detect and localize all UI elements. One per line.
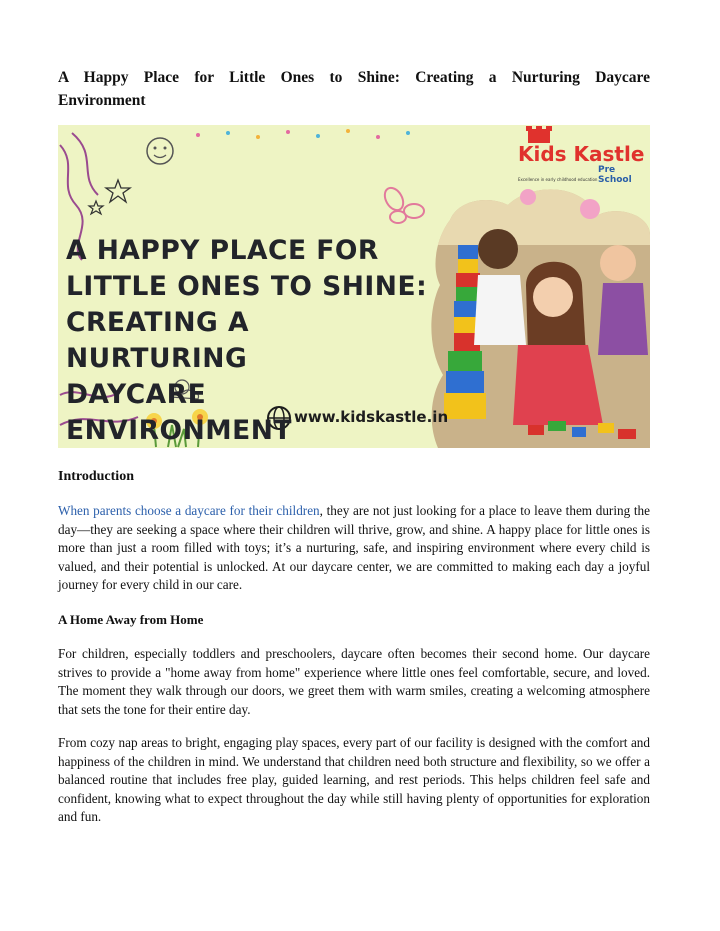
castle-logo-icon: [526, 126, 552, 143]
article-title-line2: Environment: [58, 92, 146, 109]
logo-tagline: Excellence in early childhood education: [518, 177, 598, 182]
children-playing-photo: [428, 185, 650, 448]
intro-link[interactable]: When parents choose a daycare for their children: [58, 503, 320, 518]
logo-subtitle: Pre School: [598, 165, 632, 185]
star-icon: [89, 180, 130, 214]
sun-icon: [147, 138, 173, 164]
intro-text: , they are not just looking for a place to leave them during the day—they are seeking a space where their children will thrive, grow, and shine. A happy place for little ones is more than just a room filled with toys; it’s a nurturing, safe, and inspiring environment where every child is valued, and their potential is unlocked. At our daycare center, we are committed to making each day a joyful journey for every child in our care.: [58, 503, 650, 593]
banner-headline-line4: DAYCARE ENVIRONMENT: [66, 379, 292, 446]
hero-banner: [58, 125, 650, 448]
article-title-line1: A Happy Place for Little Ones to Shine: Creating a Nurturing Daycare: [58, 69, 650, 86]
banner-headline-line3: CREATING A NURTURING: [66, 307, 250, 374]
home-paragraph-2: From cozy nap areas to bright, engaging play spaces, every part of our facility is designed with the comfort and happiness of the children in mind. We understand that children need both structure and flexibility, so we offer a balanced routine that includes free play, guided learning, and rest periods. This helps children feel safe and confident, knowing what to expect throughout the day while still having plenty of opportunities for exploration and fun.: [58, 735, 650, 825]
home-away-heading: A Home Away from Home: [58, 612, 204, 627]
home-paragraph-1: For children, especially toddlers and preschoolers, daycare often becomes their second home. Our daycare strives to provide a "home away from home" experience where little ones feel comfortable, secure, and loved. The moment they walk through our doors, we greet them with warm smiles, creating a welcoming atmosphere that sets the tone for their entire day.: [58, 646, 650, 717]
banner-headline-line2: LITTLE ONES TO SHINE:: [66, 271, 428, 302]
introduction-heading: Introduction: [58, 469, 134, 484]
article-title: [58, 66, 650, 112]
butterfly-icon: [381, 185, 424, 223]
introduction-paragraph: [58, 502, 650, 595]
banner-website: www.kidskastle.in: [294, 408, 449, 426]
logo-name: Kids Kastle: [518, 142, 645, 166]
confetti-dots: [196, 129, 410, 139]
banner-headline-line1: A HAPPY PLACE FOR: [66, 235, 379, 266]
